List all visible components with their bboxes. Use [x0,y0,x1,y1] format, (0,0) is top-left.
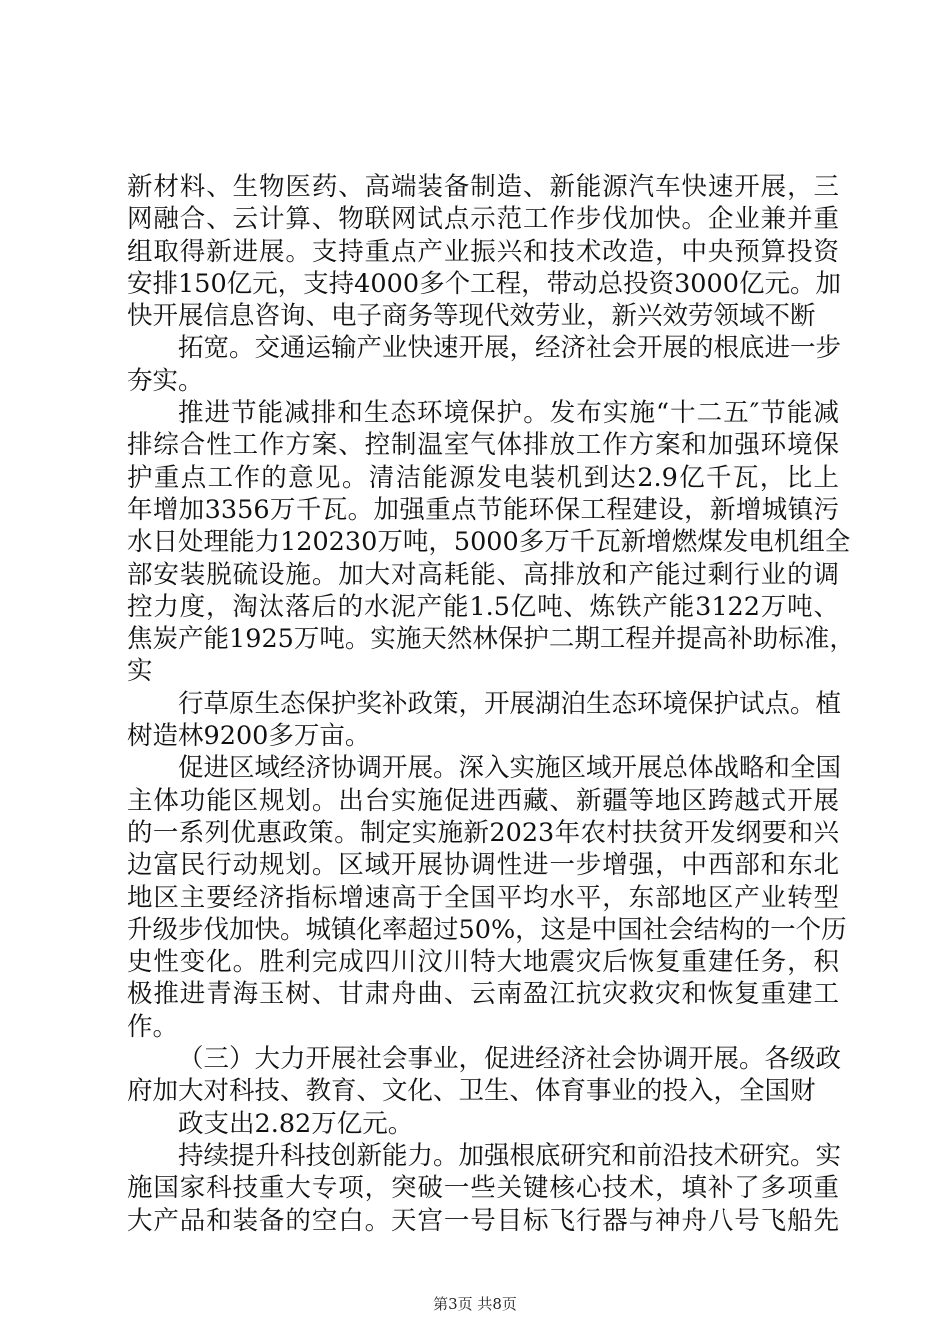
text-line: 水日处理能力120230万吨，5000多万千瓦新增燃煤发电机组全 [127,527,851,558]
text-line: 促进区域经济协调开展。深入实施区域开展总体战略和全国 [178,753,842,784]
text-line: 持续提升科技创新能力。加强根底研究和前沿技术研究。实 [178,1140,842,1171]
text-line: 快开展信息咨询、电子商务等现代效劳业，新兴效劳领域不断 [127,301,816,332]
text-line: 夯实。 [127,365,204,396]
text-line: 组取得新进展。支持重点产业振兴和技术改造，中央预算投资 [127,236,839,267]
text-line: 升级步伐加快。城镇化率超过50%，这是中国社会结构的一个历 [127,914,847,945]
text-line: 焦炭产能1925万吨。实施天然林保护二期工程并提高补助标准， [127,624,855,655]
text-line: 大产品和装备的空白。天宫一号目标飞行器与神舟八号飞船先 [127,1205,839,1236]
text-line: 极推进青海玉树、甘肃舟曲、云南盈江抗灾救灾和恢复重建工 [127,979,839,1010]
text-line: 推进节能减排和生态环境保护。发布实施“十二五″节能减 [178,398,839,429]
text-line: 年增加3356万千瓦。加强重点节能环保工程建设，新增城镇污 [127,494,839,525]
text-line: 部安装脱硫设施。加大对高耗能、高排放和产能过剩行业的调 [127,559,839,590]
text-line: 拓宽。交通运输产业快速开展，经济社会开展的根底进一步 [178,333,842,364]
text-line: 新材料、生物医药、高端装备制造、新能源汽车快速开展，三 [127,172,839,202]
text-line: 政支出2.82万亿元。 [178,1108,414,1139]
page-footer: 第3页 共8页 [433,1295,517,1313]
text-line: 边富民行动规划。区域开展协调性进一步增强，中西部和东北 [127,850,839,881]
text-line: 护重点工作的意见。清洁能源发电装机到达2.9亿千瓦，比上 [127,462,839,493]
text-line: 主体功能区规划。出台实施促进西藏、新疆等地区跨越式开展 [127,785,839,816]
body-text [127,171,855,1237]
text-line: 排综合性工作方案、控制温室气体排放工作方案和加强环境保 [127,430,839,461]
text-line: 史性变化。胜利完成四川汶川特大地震灾后恢复重建任务，积 [127,947,839,978]
text-line: 施国家科技重大专项，突破一些关键核心技术，填补了多项重 [127,1173,839,1204]
text-line: 网融合、云计算、物联网试点示范工作步伐加快。企业兼并重 [127,204,839,235]
text-line: 地区主要经济指标增速高于全国平均水平，东部地区产业转型 [127,882,839,913]
text-line: 树造林9200多万亩。 [127,721,371,752]
text-line: 府加大对科技、教育、文化、卫生、体育事业的投入，全国财 [127,1076,816,1107]
text-line: 作。 [127,1011,179,1042]
text-line: 安排150亿元，支持4000多个工程，带动总投资3000亿元。加 [127,268,841,299]
text-line: 的一系列优惠政策。制定实施新2023年农村扶贫开发纲要和兴 [127,817,839,848]
text-line: 控力度，淘汰落后的水泥产能1.5亿吨、炼铁产能3122万吨、 [127,591,839,622]
text-line: 实 [127,656,153,687]
text-line: 行草原生态保护奖补政策，开展湖泊生态环境保护试点。植 [178,688,842,719]
text-line: （三）大力开展社会事业，促进经济社会协调开展。各级政 [178,1044,842,1075]
